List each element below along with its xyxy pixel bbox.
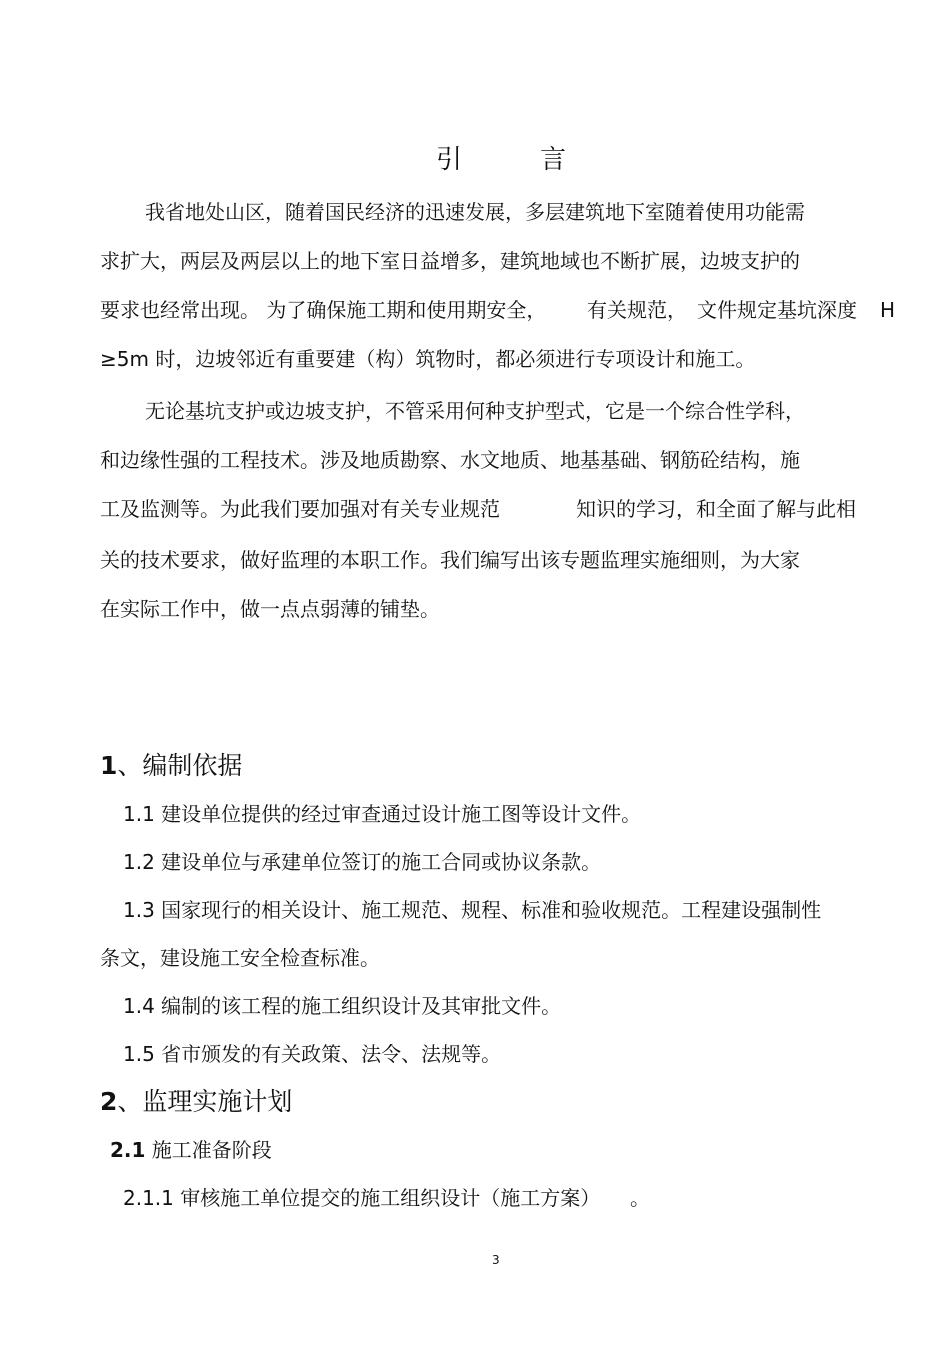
intro-p1-line-3d: H: [880, 298, 896, 322]
intro-p2-line-3a: 工及监测等。为此我们要加强对有关专业规范: [100, 497, 500, 521]
section-2-1-1-item-end: 。: [630, 1186, 650, 1210]
intro-p2-line-1: 无论基坑支护或边坡支护，不管采用何种支护型式，它是一个综合性学科，: [145, 399, 805, 423]
section-2-1-title: 施工准备阶段: [145, 1138, 272, 1162]
page-title: 引 言: [436, 145, 567, 175]
intro-p2-line-4: 关的技术要求，做好监理的本职工作。我们编写出该专题监理实施细则，为大家: [100, 548, 800, 572]
section-1-item-3: 1.3 国家现行的相关设计、施工规范、规程、标准和验收规范。工程建设强制性: [123, 898, 822, 922]
intro-p2-line-5: 在实际工作中，做一点点弱薄的铺垫。: [100, 597, 440, 621]
section-1-item-4: 1.4 编制的该工程的施工组织设计及其审批文件。: [123, 994, 562, 1018]
page-number: 3: [492, 1253, 500, 1267]
section-2-number: 2: [100, 1087, 118, 1116]
section-1-title: 、编制依据: [117, 751, 243, 780]
intro-p2-line-3b: 知识的学习，和全面了解与此相: [576, 497, 856, 521]
section-1-heading: [100, 751, 242, 781]
section-2-1-heading: [110, 1138, 272, 1162]
section-1-number: 1: [100, 751, 118, 780]
section-1-item-3-cont: 条文，建设施工安全检查标准。: [100, 946, 380, 970]
intro-p1-line-1: 我省地处山区，随着国民经济的迅速发展，多层建筑地下室随着使用功能需: [145, 200, 805, 224]
section-2-1-1-item: 2.1.1 审核施工单位提交的施工组织设计（施工方案）: [123, 1186, 601, 1210]
section-1-item-1: 1.1 建设单位提供的经过审查通过设计施工图等设计文件。: [123, 802, 642, 826]
intro-p1-line-3b: 有关规范，: [587, 298, 687, 322]
intro-p1-line-3a: 要求也经常出现。 为了确保施工期和使用期安全，: [100, 298, 547, 322]
intro-p1-line-3c: 文件规定基坑深度: [697, 298, 857, 322]
intro-p1-line-4: ≥5m 时，边坡邻近有重要建（构）筑物时，都必须进行专项设计和施工。: [100, 347, 756, 371]
section-1-item-5: 1.5 省市颁发的有关政策、法令、法规等。: [123, 1042, 502, 1066]
section-2-title: 、监理实施计划: [117, 1087, 293, 1116]
section-2-1-number: 2.1: [110, 1138, 146, 1162]
intro-p2-line-2: 和边缘性强的工程技术。涉及地质勘察、水文地质、地基基础、钢筋砼结构，施: [100, 448, 800, 472]
section-1-item-2: 1.2 建设单位与承建单位签订的施工合同或协议条款。: [123, 850, 602, 874]
intro-p1-line-2: 求扩大，两层及两层以上的地下室日益增多，建筑地域也不断扩展，边坡支护的: [100, 249, 800, 273]
section-2-heading: [100, 1087, 292, 1117]
